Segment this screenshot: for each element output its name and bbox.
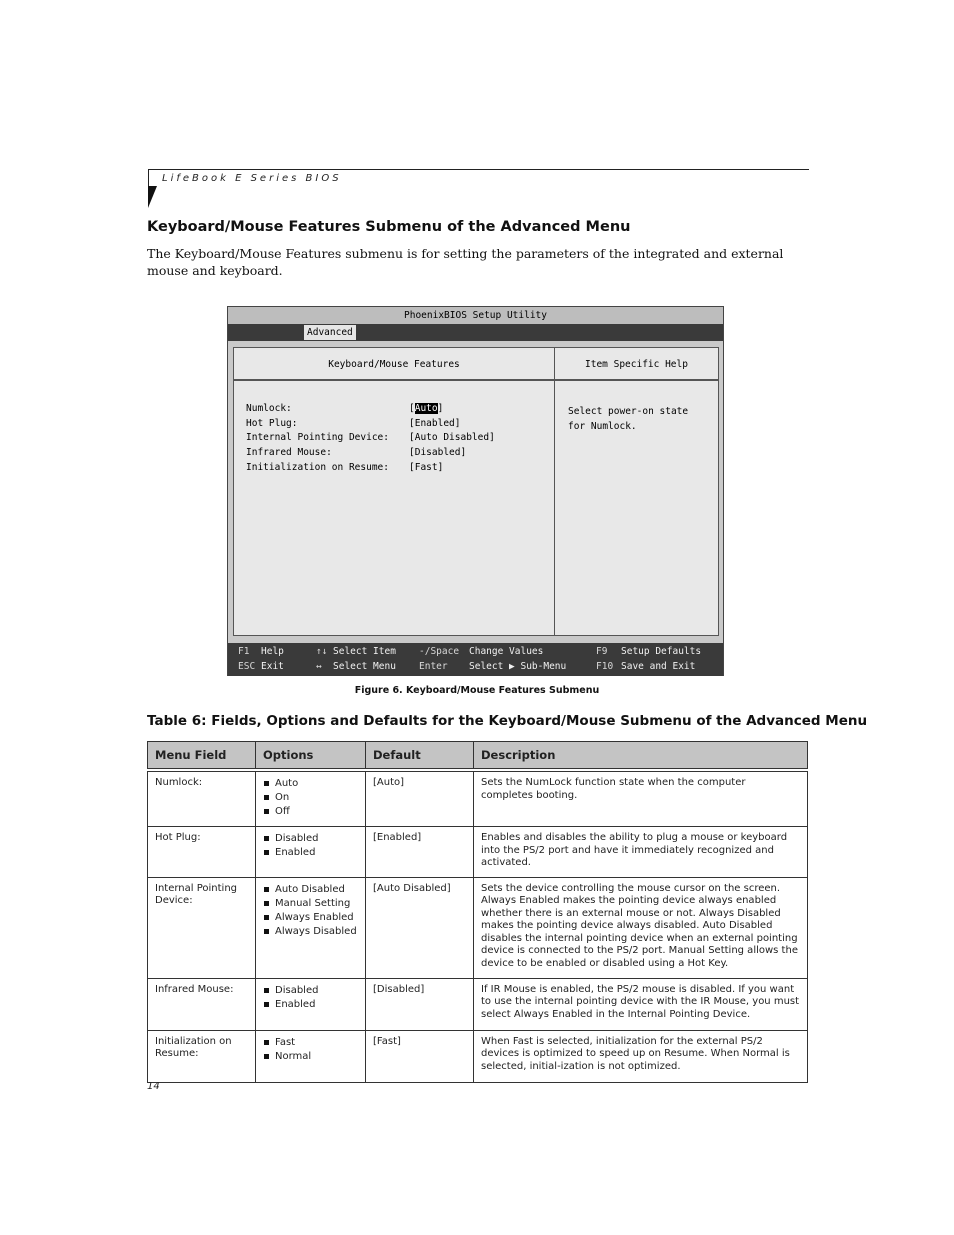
field-list <box>246 403 495 476</box>
running-header: LifeBook E Series BIOS <box>162 173 342 184</box>
panel-title: Keyboard/Mouse Features <box>234 348 554 381</box>
field-value[interactable]: [Disabled] <box>409 447 467 459</box>
key-esc: ESC <box>238 661 256 672</box>
cell-options <box>256 827 366 878</box>
bios-title: PhoenixBIOS Setup Utility <box>228 307 723 324</box>
cell-options <box>256 772 366 827</box>
col-header-menu-field: Menu Field <box>148 742 256 769</box>
option-item: Enabled <box>263 998 358 1012</box>
field-label: Hot Plug: <box>246 417 298 429</box>
field-value[interactable]: [Auto Disabled] <box>409 432 495 444</box>
field-numlock[interactable] <box>246 403 495 418</box>
cell-field: Initialization on Resume: <box>148 1030 256 1082</box>
field-value[interactable] <box>409 403 443 418</box>
option-item: Auto <box>263 777 358 791</box>
field-value[interactable]: [Enabled] <box>409 417 461 429</box>
key-f1-label: Help <box>261 646 284 657</box>
table-row <box>148 877 808 978</box>
col-header-default: Default <box>366 742 474 769</box>
tab-advanced[interactable]: Advanced <box>304 325 356 340</box>
table-row <box>148 1030 808 1082</box>
cell-options <box>256 978 366 1030</box>
cell-field: Numlock: <box>148 772 256 827</box>
option-item: Disabled <box>263 984 358 998</box>
table-row <box>148 827 808 878</box>
key-esc-label: Exit <box>261 661 284 672</box>
cell-description: Sets the device controlling the mouse cursor on the screen. Always Enabled makes the pointing device always enabled whether there is an external mouse or not. Always Disabled makes the pointing device always disabled. Auto Disabled disables the internal pointing device when an external pointing device is connected to the PS/2 port. Manual Setting allows the device to be enabled or disabled using a Hot Key. <box>474 877 808 978</box>
bracket-open: [ <box>409 403 415 414</box>
cell-field: Hot Plug: <box>148 827 256 878</box>
field-label: Infrared Mouse: <box>246 447 332 459</box>
arrows-updown-icon: ↑↓ <box>316 646 328 657</box>
field-label: Internal Pointing Device: <box>246 432 389 444</box>
cell-default: [Enabled] <box>366 827 474 878</box>
arrows-leftright-icon: ↔ <box>316 661 322 672</box>
section-title: Keyboard/Mouse Features Submenu of the Advanced Menu <box>147 219 631 235</box>
option-item: Always Enabled <box>263 911 358 925</box>
key-f10: F10 <box>596 661 614 672</box>
cell-description: When Fast is selected, initialization for the external PS/2 devices is optimized to speed up on Resume. When Normal is selected, initial-ization is not optimized. <box>474 1030 808 1082</box>
bios-menubar <box>228 324 723 341</box>
cell-description: Enables and disables the ability to plug a mouse or keyboard into the PS/2 port and have it immediately recognized and activated. <box>474 827 808 878</box>
header-rule <box>148 169 809 170</box>
cell-field: Internal Pointing Device: <box>148 877 256 978</box>
field-label: Numlock: <box>246 403 292 414</box>
selected-value[interactable]: Auto <box>414 403 438 414</box>
cell-options <box>256 1030 366 1082</box>
key-f1: F1 <box>238 646 250 657</box>
option-item: Disabled <box>263 832 358 846</box>
option-item: Normal <box>263 1050 358 1064</box>
option-item: Enabled <box>263 846 358 860</box>
key-enter: Enter <box>419 661 448 672</box>
table-row <box>148 772 808 827</box>
field-label: Initialization on Resume: <box>246 461 389 473</box>
key-lr-label: Select Menu <box>333 661 396 672</box>
header-corner-rule <box>148 169 149 187</box>
option-item: Off <box>263 805 358 819</box>
intro-paragraph: The Keyboard/Mouse Features submenu is for setting the parameters of the integrated and external mouse and keyboard. <box>147 246 784 278</box>
key-updown-label: Select Item <box>333 646 396 657</box>
option-item: Auto Disabled <box>263 883 358 897</box>
option-item: Fast <box>263 1036 358 1050</box>
key-enter-label: Select ▶ Sub-Menu <box>469 661 567 672</box>
option-item: On <box>263 791 358 805</box>
bracket-close: ] <box>437 403 444 414</box>
cell-default: [Fast] <box>366 1030 474 1082</box>
cell-description: If IR Mouse is enabled, the PS/2 mouse is disabled. If you want to use the internal pointing device with the IR Mouse, you must select Always Enabled in the Internal Pointing Device. <box>474 978 808 1030</box>
bios-screen <box>227 306 724 676</box>
key-space: -/Space <box>419 646 460 657</box>
field-internal-pointing-device[interactable] <box>246 432 495 447</box>
help-text: Select power-on state for Numlock. <box>568 406 689 432</box>
option-item: Manual Setting <box>263 897 358 911</box>
cell-default: [Auto Disabled] <box>366 877 474 978</box>
col-header-options: Options <box>256 742 366 769</box>
table-row <box>148 978 808 1030</box>
cell-default: [Auto] <box>366 772 474 827</box>
header-wedge <box>148 186 157 208</box>
help-title: Item Specific Help <box>555 348 718 381</box>
field-infrared-mouse[interactable] <box>246 447 495 462</box>
key-space-label: Change Values <box>469 646 544 657</box>
options-table <box>147 741 808 1083</box>
key-f9-label: Setup Defaults <box>621 646 702 657</box>
cell-description: Sets the NumLock function state when the computer completes booting. <box>474 772 808 827</box>
field-initialization-on-resume[interactable] <box>246 462 495 477</box>
page-number: 14 <box>147 1081 160 1092</box>
col-header-description: Description <box>474 742 808 769</box>
bios-key-legend <box>228 643 723 676</box>
key-f9: F9 <box>596 646 608 657</box>
figure-caption: Figure 6. Keyboard/Mouse Features Submenu <box>354 685 600 696</box>
table-title: Table 6: Fields, Options and Defaults for the Keyboard/Mouse Submenu of the Advanced Menu <box>147 713 868 729</box>
cell-default: [Disabled] <box>366 978 474 1030</box>
bios-main-panel <box>233 347 555 636</box>
option-item: Always Disabled <box>263 925 358 939</box>
bios-help-panel <box>555 347 719 636</box>
cell-field: Infrared Mouse: <box>148 978 256 1030</box>
key-f10-label: Save and Exit <box>621 661 696 672</box>
table-header-row <box>148 742 808 769</box>
cell-options <box>256 877 366 978</box>
field-hot-plug[interactable] <box>246 418 495 433</box>
field-value[interactable]: [Fast] <box>409 461 444 473</box>
